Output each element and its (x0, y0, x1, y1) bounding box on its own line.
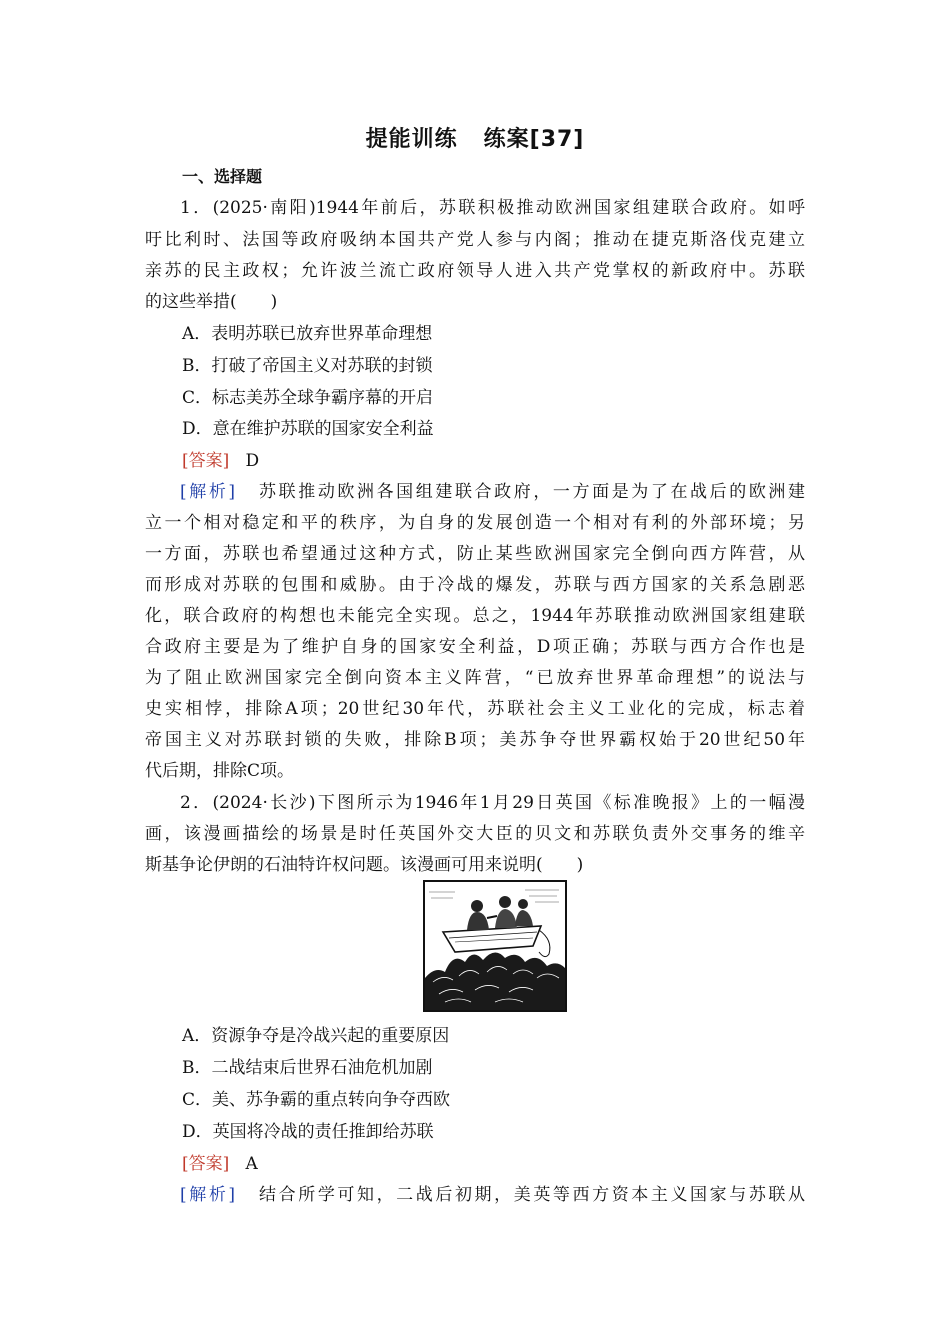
q1-explanation-line: 一方面，苏联也希望通过这种方式，防止某些欧洲国家完全倒向西方阵营，从 (145, 544, 805, 564)
q2-line: 2．(2024·长沙)下图所示为1946年1月29日英国《标准晚报》上的一幅漫 (180, 793, 805, 813)
q1-explanation-line: 代后期，排除C项。 (145, 761, 295, 781)
explanation-text: 苏联推动欧洲各国组建联合政府，一方面是为了在战后的欧洲建 (259, 482, 806, 502)
answer-tag: [答案] (182, 451, 230, 471)
explanation-text: 结合所学可知，二战后初期，美英等西方资本主义国家与苏联从 (259, 1185, 806, 1205)
q1-explanation-line (180, 481, 805, 503)
q2-explanation-line (180, 1184, 805, 1206)
q2-option-a: A．资源争夺是冷战兴起的重要原因 (182, 1026, 450, 1046)
q1-line: 吁比利时、法国等政府吸纳本国共产党人参与内阁；推动在捷克斯洛伐克建立 (145, 230, 805, 250)
q2-option-c: C．美、苏争霸的重点转向争夺西欧 (182, 1090, 451, 1110)
cartoon-illustration (425, 882, 565, 1010)
q2-option-d: D．英国将冷战的责任推卸给苏联 (182, 1122, 434, 1142)
q1-explanation-line: 立一个相对稳定和平的秩序，为自身的发展创造一个相对有利的外部环境；另 (145, 513, 805, 533)
q1-line: 1．(2025·南阳)1944年前后，苏联积极推动欧洲国家组建联合政府。如呼 (180, 198, 805, 218)
q1-explanation-line: 帝国主义对苏联封锁的失败，排除B项；美苏争夺世界霸权始于20世纪50年 (145, 730, 805, 750)
q1-answer (182, 450, 782, 472)
q1-explanation-line: 史实相悖，排除A项；20世纪30年代，苏联社会主义工业化的完成，标志着 (145, 699, 805, 719)
answer-tag: [答案] (182, 1154, 230, 1174)
q2-option-b: B．二战结束后世界石油危机加剧 (182, 1058, 433, 1078)
q2-line: 斯基争论伊朗的石油特许权问题。该漫画可用来说明( ) (145, 855, 584, 875)
answer-value: A (245, 1154, 258, 1174)
explanation-tag: [解析] (180, 482, 236, 502)
q1-option-c: C．标志美苏全球争霸序幕的开启 (182, 388, 434, 408)
title-sub: 练案[37] (483, 127, 585, 152)
q1-line: 亲苏的民主政权；允许波兰流亡政府领导人进入共产党掌权的新政府中。苏联 (145, 261, 805, 281)
cartoon-image (423, 880, 567, 1012)
section-heading: 一、选择题 (182, 167, 263, 186)
q1-option-a: A．表明苏联已放弃世界革命理想 (182, 324, 433, 344)
q1-explanation-line: 化，联合政府的构想也未能完全实现。总之，1944年苏联推动欧洲国家组建联 (145, 606, 805, 626)
q1-line: 的这些举措( ) (145, 292, 278, 312)
q1-option-d: D．意在维护苏联的国家安全利益 (182, 419, 434, 439)
q1-explanation-line: 合政府主要是为了维护自身的国家安全利益，D项正确；苏联与西方合作也是 (145, 637, 805, 657)
q1-option-b: B．打破了帝国主义对苏联的封锁 (182, 356, 433, 376)
q1-explanation-line: 而形成对苏联的包围和威胁。由于冷战的爆发，苏联与西方国家的关系急剧恶 (145, 575, 805, 595)
q2-line: 画，该漫画描绘的场景是时任英国外交大臣的贝文和苏联负责外交事务的维辛 (145, 824, 805, 844)
title-main: 提能训练 (365, 127, 458, 152)
q1-explanation-line: 为了阻止欧洲国家完全倒向资本主义阵营，“已放弃世界革命理想”的说法与 (145, 668, 805, 688)
page-title (0, 122, 950, 153)
q2-answer (182, 1153, 782, 1175)
answer-value: D (245, 451, 260, 471)
explanation-tag: [解析] (180, 1185, 236, 1205)
